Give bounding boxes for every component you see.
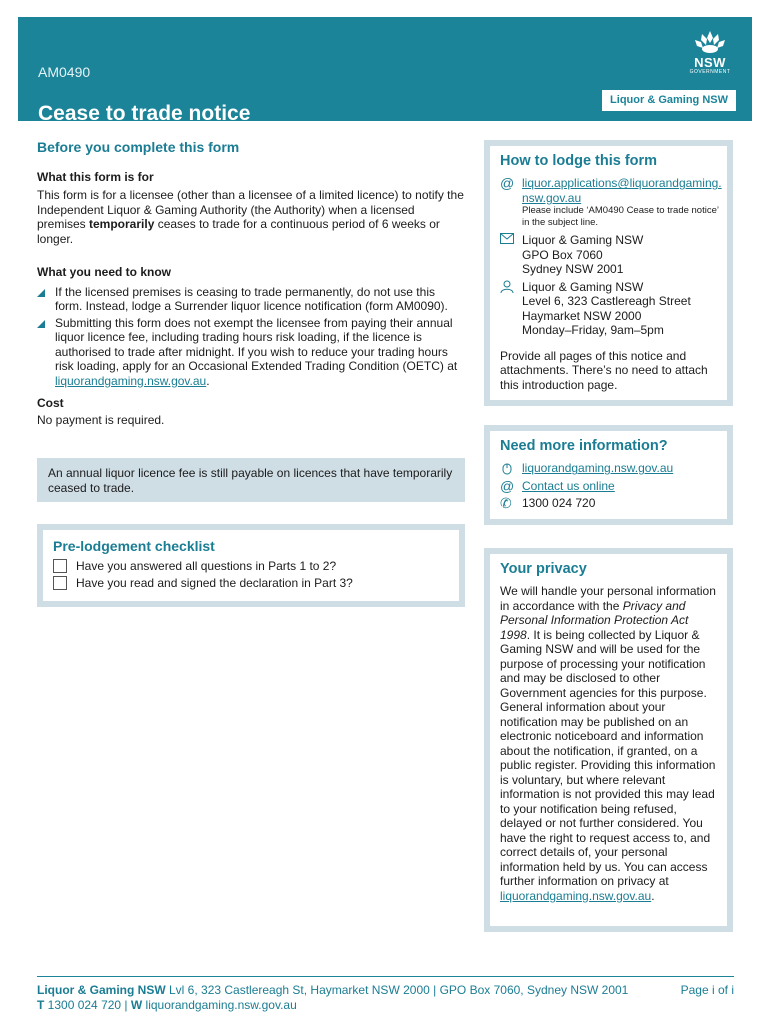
checklist-item: Have you read and signed the declaration in Part 3?: [53, 576, 449, 590]
email-note: Please include ‘AM0490 Cease to trade notice’ in the subject line.: [522, 205, 719, 229]
know-list: [37, 285, 465, 389]
what-heading: What this form is for: [37, 169, 154, 184]
email-link[interactable]: liquor.applications@liquorandgaming. nsw.gov.au: [522, 176, 722, 205]
lodge-heading: How to lodge this form: [500, 153, 658, 169]
cost-text: No payment is required.: [37, 413, 165, 428]
page-number: Page i of i: [680, 983, 734, 997]
privacy-link[interactable]: liquorandgaming.nsw.gov.au: [500, 888, 652, 903]
at-sign-icon: @: [500, 175, 515, 192]
checkbox-parts-answered[interactable]: [53, 559, 67, 573]
lodge-note: Provide all pages of this notice and attachments. There’s no need to attach this introduction page.: [500, 348, 708, 392]
lodge-box: [484, 140, 733, 406]
nsw-government-logo: NSW GOVERNMENT: [686, 29, 734, 75]
info-box: [484, 425, 733, 525]
in-person-row: Liquor & Gaming NSW Level 6, 323 Castlereagh Street Haymarket NSW 2000 Monday–Friday, 9am–5pm: [500, 280, 717, 338]
header-banner: [18, 17, 752, 125]
email-row: [500, 175, 722, 229]
phone-icon: ✆: [500, 495, 512, 512]
intro-section: [37, 139, 465, 428]
page-title: Cease to trade notice: [38, 102, 251, 125]
privacy-box: [484, 548, 733, 932]
privacy-heading: Your privacy: [500, 561, 587, 577]
phone-number: 1300 024 720: [522, 496, 596, 511]
envelope-icon: [500, 233, 522, 244]
form-code: AM0490: [38, 64, 91, 80]
mouse-click-icon: [500, 461, 522, 475]
at-sign-icon: @: [500, 477, 515, 494]
page-footer: Liquor & Gaming NSW Lvl 6, 323 Castlereagh St, Haymarket NSW 2000 | GPO Box 7060, Sydney NSW 2001 T 1300 024 720 | W liquorandgaming.nsw.gov.au Page i of i: [37, 976, 734, 1013]
pre-lodgement-checklist: [37, 524, 465, 607]
org-badge: Liquor & Gaming NSW: [602, 90, 736, 111]
list-item: If the licensed premises is ceasing to trade permanently, do not use this form. Instead, lodge a Surrender liquor licence notification (form AM0090).: [37, 285, 465, 314]
oetc-link[interactable]: liquorandgaming.nsw.gov.au: [55, 373, 207, 388]
cost-heading: Cost: [37, 396, 64, 411]
post-row: Liquor & Gaming NSW GPO Box 7060 Sydney NSW 2001: [500, 233, 717, 277]
list-item: Submitting this form does not exempt the licensee from paying their annual liquor licence fee, including trading hours risk loading, if the licence is authorised to trade after midnight. If you wish to reduce your trading hours risk loading, apply for an Occasional Extended Trading Condition (OETC) at liquorandgaming.nsw.gov.au.: [37, 316, 465, 389]
phone-row: [500, 496, 717, 511]
what-text: This form is for a licensee (other than a licensee of a limited licence) to notify the Independent Liquor & Gaming Authority (the Authority) when a licensed premises temporarily ceases to trade for a continuous period of 6 weeks or longer.: [37, 188, 464, 246]
know-heading: What you need to know: [37, 265, 171, 280]
info-heading: Need more information?: [500, 438, 668, 454]
checkbox-declaration-signed[interactable]: [53, 576, 67, 590]
web-row: [500, 461, 717, 476]
waratah-icon: [690, 29, 730, 55]
website-link[interactable]: liquorandgaming.nsw.gov.au: [522, 461, 674, 476]
intro-heading: Before you complete this form: [37, 139, 240, 155]
contact-link[interactable]: Contact us online: [522, 478, 615, 493]
checklist-heading: Pre-lodgement checklist: [53, 538, 215, 554]
contact-row: [500, 479, 717, 494]
triangle-bullet-icon: [37, 320, 45, 328]
triangle-bullet-icon: [37, 289, 45, 297]
privacy-text: We will handle your personal information in accordance with the Privacy and Personal Information Protection Act 1998. It is being collected by Liquor & Gaming NSW and will be used for the purpose of processing your notification and may be disclosed to other Government agencies for this purpose. General information about your notification may be published on an electronic noticeboard and information about the notification, if granted, on a public register. Providing this information is voluntary, but where relevant information is not provided this may lead to your notification being refused, delayed or not further considered. You have the right to request access to, and correct details of, your personal information held by us. You can access further information on privacy at liquorandgaming.nsw.gov.au.: [500, 584, 716, 903]
person-icon: [500, 280, 522, 294]
fee-note: An annual liquor licence fee is still payable on licences that have temporarily ceased to trade.: [37, 458, 465, 502]
checklist-item: Have you answered all questions in Parts 1 to 2?: [53, 559, 449, 573]
